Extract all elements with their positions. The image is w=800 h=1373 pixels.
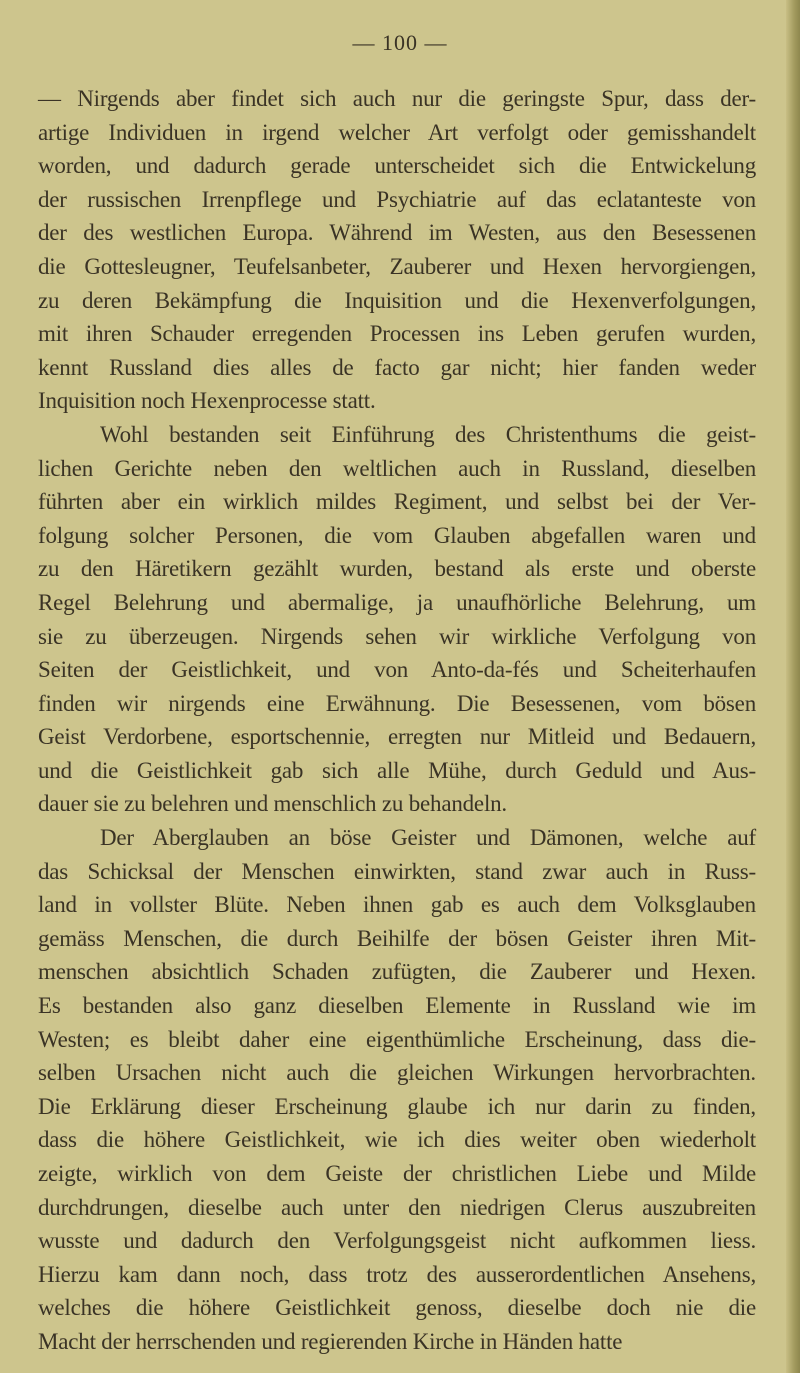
text-line: die Gottesleugner, Teufelsanbeter, Zauberer und Hexen hervorgiengen, [38,253,756,279]
text-line: dauer sie zu belehren und menschlich zu behandeln. [38,791,507,817]
text-line: durchdrungen, dieselbe auch unter den niedrigen Clerus auszubreiten [38,1194,756,1220]
paragraph [38,418,756,821]
text-line: Geist Verdorbene, esportschennie, erregten nur Mitleid und Bedauern, [38,724,756,750]
text-line: Die Erklärung dieser Erscheinung glaube ich nur darin zu finden, [38,1093,756,1119]
page-number: — 100 — [352,30,448,55]
text-line: kennt Russland dies alles de facto gar nicht; hier fanden weder [38,354,756,380]
paragraph [38,82,756,418]
text-line: der des westlichen Europa. Während im Westen, aus den Besessenen [38,220,756,246]
text-line: welches die höhere Geistlichkeit genoss, dieselbe doch nie die [38,1295,756,1321]
text-line: Westen; es bleibt daher eine eigenthümliche Erscheinung, dass die- [38,1026,756,1052]
text-line: — Nirgends aber findet sich auch nur die geringste Spur, dass der- [38,86,756,111]
text-line: lichen Gerichte neben den weltlichen auch in Russland, dieselben [38,455,756,481]
text-line: Inquisition noch Hexenprocesse statt. [38,388,376,414]
text-line: dass die höhere Geistlichkeit, wie ich dies weiter oben wiederholt [38,1127,756,1153]
text-line: artige Individuen in irgend welcher Art verfolgt oder gemisshandelt [38,119,756,145]
text-line: das Schicksal der Menschen einwirkten, stand zwar auch in Russ- [38,858,756,884]
paragraph [38,821,756,1359]
page-edge [786,0,800,1373]
text-line: und die Geistlichkeit gab sich alle Mühe, durch Geduld und Aus- [38,757,756,783]
text-line: führten aber ein wirklich mildes Regiment, und selbst bei der Ver- [38,489,756,515]
text-line: Es bestanden also ganz dieselben Elemente in Russland wie im [38,993,756,1019]
text-line: Der Aberglauben an böse Geister und Dämonen, welche auf [100,825,756,851]
text-line: zu den Häretikern gezählt wurden, bestand als erste und oberste [38,556,756,582]
text-line: worden, und dadurch gerade unterscheidet sich die Entwickelung [38,153,756,179]
text-line: Seiten der Geistlichkeit, und von Anto-da-fés und Scheiterhaufen [38,657,756,683]
text-line: der russischen Irrenpflege und Psychiatrie auf das eclatanteste von [38,186,756,212]
text-line: selben Ursachen nicht auch die gleichen Wirkungen hervorbrachten. [38,1060,756,1086]
text-line: wusste und dadurch den Verfolgungsgeist nicht aufkommen liess. [38,1228,756,1254]
text-line: folgung solcher Personen, die vom Glauben abgefallen waren und [38,522,756,548]
text-line: land in vollster Blüte. Neben ihnen gab es auch dem Volksglauben [38,892,756,918]
text-line: zu deren Bekämpfung die Inquisition und die Hexenverfolgungen, [38,287,756,313]
text-line: mit ihren Schauder erregenden Processen ins Leben gerufen wurden, [38,321,756,347]
text-line: Hierzu kam dann noch, dass trotz des ausserordentlichen Ansehens, [38,1261,756,1287]
text-line: finden wir nirgends eine Erwähnung. Die Besessenen, vom bösen [38,690,756,716]
text-line: gemäss Menschen, die durch Beihilfe der bösen Geister ihren Mit- [38,925,756,951]
text-line: Regel Belehrung und abermalige, ja unaufhörliche Belehrung, um [38,589,756,615]
text-line: zeigte, wirklich von dem Geiste der christlichen Liebe und Milde [38,1161,756,1186]
text-line: Wohl bestanden seit Einführung des Christenthums die geist- [100,421,756,447]
text-line: sie zu überzeugen. Nirgends sehen wir wirkliche Verfolgung von [38,623,756,649]
text-line: menschen absichtlich Schaden zufügten, die Zauberer und Hexen. [38,959,756,985]
body-text [38,82,756,1359]
text-line: Macht der herrschenden und regierenden Kirche in Händen hatte [38,1328,623,1354]
